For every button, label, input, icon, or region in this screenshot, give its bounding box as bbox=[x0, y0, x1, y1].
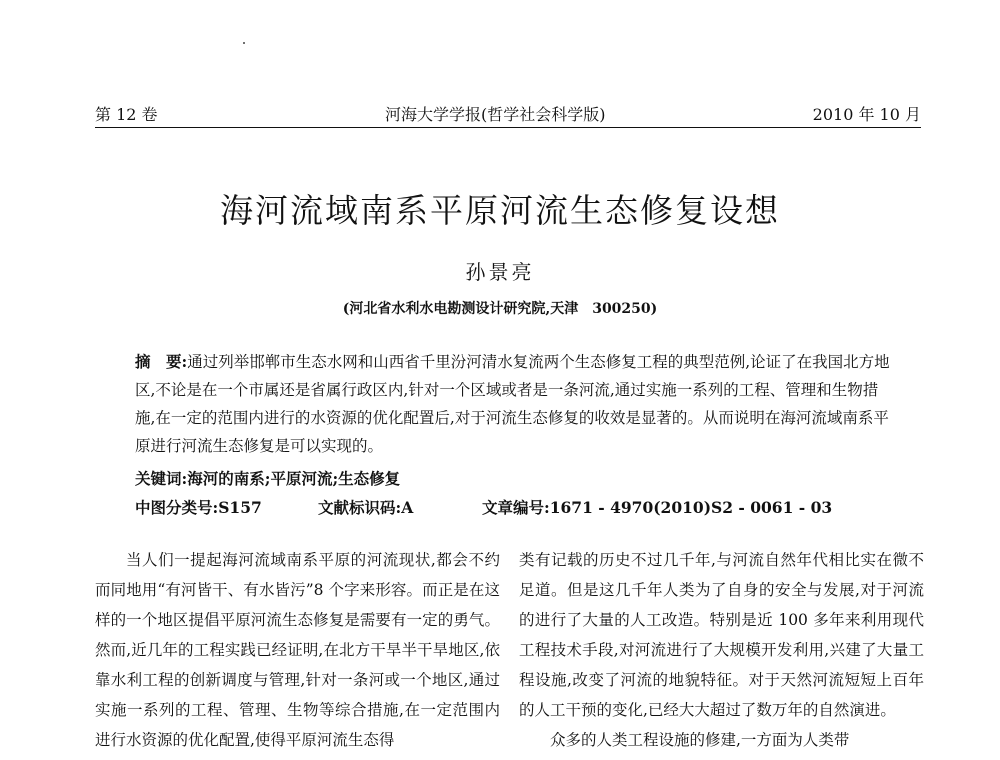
keywords: 关键词:海河的南系;平原河流;生态修复 bbox=[135, 469, 401, 488]
body-column-left bbox=[95, 545, 500, 755]
scan-speck bbox=[243, 42, 245, 44]
abstract-text: 通过列举邯郸市生态水网和山西省千里汾河清水复流两个生态修复工程的典型范例,论证了在我国北方地区,不论是在一个市属还是省属行政区内,针对一个区域或者是一条河流,通过实施一系列的工程、管理和生物措施,在一定的范围内进行的水资源的优化配置后,对于河流生态修复的收效是显著的。从而说明在海河流域南系平原进行河流生态修复是可以实现的。 bbox=[135, 353, 890, 455]
journal-name: 河海大学学报(哲学社会科学版) bbox=[385, 105, 606, 124]
body-paragraph: 类有记载的历史不过几千年,与河流自然年代相比实在微不足道。但是这几千年人类为了自身的安全与发展,对于河流的进行了大量的人工改造。特别是近 100 多年来利用现代工程技术手段,对河流进行了大规模开发利用,兴建了大量工程设施,改变了河流的地貌特征。对于天然河流短短上百年的人工干预的变化,已经大大超过了数万年的自然演进。 bbox=[519, 551, 924, 719]
issue-date: 2010 年 10 月 bbox=[812, 105, 921, 124]
article-title: 海河流域南系平原河流生态修复设想 bbox=[220, 191, 780, 230]
author-name: 孙景亮 bbox=[465, 260, 535, 284]
document-code: 文献标识码:A bbox=[318, 498, 414, 517]
header-rule bbox=[95, 127, 921, 128]
body-column-right bbox=[519, 545, 924, 755]
running-header bbox=[95, 104, 921, 126]
article-number: 文章编号:1671 - 4970(2010)S2 - 0061 - 03 bbox=[482, 498, 833, 517]
abstract bbox=[135, 348, 895, 460]
abstract-label: 摘 要: bbox=[135, 352, 188, 371]
body-paragraph: 众多的人类工程设施的修建,一方面为人类带 bbox=[550, 731, 850, 749]
body-paragraph: 当人们一提起海河流域南系平原的河流现状,都会不约而同地用“有河皆干、有水皆污”8 个字来形容。而正是在这样的一个地区提倡平原河流生态修复是需要有一定的勇气。然而,近几年的工程实践已经证明,在北方干旱半干旱地区,依靠水利工程的创新调度与管理,针对一条河或一个地区,通过实施一系列的工程、管理、生物等综合措施,在一定范围内进行水资源的优化配置,使得平原河流生态得 bbox=[95, 551, 500, 749]
classification-number: 中图分类号:S157 bbox=[135, 498, 262, 517]
affiliation: (河北省水利水电勘测设计研究院,天津 300250) bbox=[342, 301, 658, 317]
volume-number: 第 12 卷 bbox=[95, 105, 158, 124]
